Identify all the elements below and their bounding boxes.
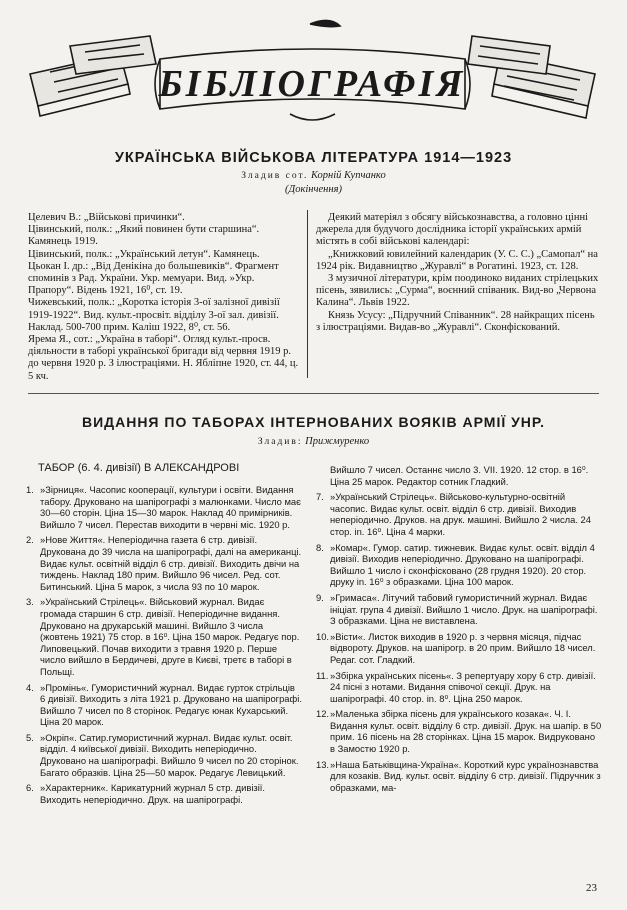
main-byline — [0, 170, 627, 181]
bib-entry: Цівинський, полк.: „Який повинен бути старшина“. Камянець 1919. — [28, 224, 260, 248]
main-title: УКРАЇНСЬКА ВІЙСЬКОВА ЛІТЕРАТУРА 1914—1923 — [114, 150, 513, 166]
item-text: »Окріп«. Сатир.гумористичний журнал. Видає культ. освіт. відділ. 4 київської дивізії. Виходить неперіодично. Друковано на шапірографі. Вийшло 9 чисел по 20 сторінок. Багато образків. Ціна 25—50 марок. Редагує Левицький. — [40, 731, 299, 778]
list-item — [26, 682, 302, 728]
item-text: »Збірка українських пісень«. З репертуару хору 6 стр. дивізії. 24 пісні з нотами. Видання співочої секції. Друк. на шапірографі. 40 стор. in. 8⁰. Ціна 250 марок. — [330, 669, 596, 704]
item-number: 6. — [26, 782, 34, 794]
list-item — [316, 708, 602, 754]
bibliography-banner — [10, 14, 615, 130]
item-text: »Нове Життя«. Неперіодична газета 6 стр. дивізії. Друкована до 39 числа на шапірографі, далі на американці. Видає культ. освітній відділ 6 стр. дивізії. Виходить двічи на тиждень. Наклад 180 прим. Вийшло 96 чисел. Ред. сот. Битинський. Ціна 5 марок, з числа 93 по 10 марок. — [40, 534, 302, 592]
lower-left-column — [26, 484, 302, 809]
camp-subheading: ТАБОР (6. 4. дивізії) В АЛЕКСАНДРОВІ — [38, 462, 240, 474]
item-text: »Характерник«. Карикатурний журнал 5 стр. дивізії. Виходить неперіодично. Друк. на шапірографі. — [40, 782, 265, 805]
paragraph: Деякий матеріял з обсягу військознавства, а головно цінні джерела для будучого дослідника історії українських армій містять в собі військові календарі: — [316, 212, 588, 248]
list-item — [316, 491, 602, 537]
item-text: »Промінь«. Гумористичний журнал. Видає гурток стрільців 6 дивізії. Виходить з літа 1921 р. Друковано на шапірографі. Вийшло 7 чисел по 8 сторінок. Редагує юнак Кухарський. Ціна 20 марок. — [40, 681, 302, 728]
section2-byline-author: Прижмуренко — [305, 436, 370, 447]
banner-illustration — [10, 14, 615, 130]
item-number: 13. — [316, 758, 330, 770]
item-text: »Український Стрілець«. Військовий журнал. Видає громада старшин 6 стр. дивізії. Неперіодичне видання. Друковано на друкарській машині. Вийшло 3 числа (жовтень 1921) 75 стор. в 16⁰. Ціна 150 марок. Редагує пор. Липовецький. Почав виходити з травня 1920 р. Перше число вийшло в Бердичеві, друге в Києві, третє в таборі в Польщі. — [40, 596, 300, 677]
upper-right-column — [316, 212, 601, 334]
bib-entry: Цівинський, полк.: „Український летун“. Камянець. — [28, 248, 260, 260]
paragraph: З музичної літератури, крім поодиноко виданих стрілецьких пісень, зявились: „Сурма“, воєнний співаник. Вид-во „Червона Калина“. Львів 1922. — [316, 273, 599, 309]
section2-title: ВИДАННЯ ПО ТАБОРАХ ІНТЕРНОВАНИХ ВОЯКІВ АРМІЇ УНР. — [81, 414, 546, 430]
list-item — [26, 782, 302, 805]
page-number: 23 — [586, 882, 597, 894]
list-item — [316, 759, 602, 794]
paragraph: „Книжковий ювилейний календарик (У. С. С.) „Самопал“ на 1924 рік. Видавництво „Журавлі“ в Рогатині. 1923, ст. 128. — [316, 248, 598, 272]
item-number: 7. — [316, 491, 324, 503]
continued-text — [316, 464, 602, 487]
list-item — [26, 732, 302, 778]
paragraph: Князь Усусу: „Підручний Співанник“. 28 найкращих пісень з ілюстраціями. Видав-во „Журавлі“. Сконфіскований. — [316, 309, 595, 333]
item-number: 2. — [26, 534, 34, 546]
item-text: »Комар«. Гумор. сатир. тижневик. Видає культ. освіт. відділ 4 дивізії. Виходив неперіодично. Друковано на шапірографі. Вийшло 1 число і сконфісковано (28 грудня 1920). 20 стор. друку in. 16⁰ з образками. Ціна 100 марок. — [330, 541, 595, 588]
bib-entry: Цьокан І. др.: „Від Денікіна до большевиків“. Фрагмент споминів з Рад. України. Укр. мемуари. Вид. »Укр. Прапору“. Відень 1921, 16⁰, ст. 19. — [28, 260, 279, 297]
item-text: Вийшло 7 чисел. Останнє число 3. VII. 1920. 12 стор. в 16⁰. Ціна 25 марок. Редактор сотник Гладкий. — [330, 464, 589, 487]
list-item — [316, 670, 602, 705]
item-number: 10. — [316, 630, 330, 642]
list-item — [26, 596, 302, 677]
lower-right-column — [316, 464, 602, 797]
item-number: 9. — [316, 591, 324, 603]
item-text: »Зірниця«. Часопис кооперації, культури і освіти. Видання табору. Друковано на шапірографі з малюнками. Число має 30—60 сторін. Ціна 15—30 марок. Наклад 40 примірників. Вийшло 7 чисел. Перестав виходити в червні міс. 1920 р. — [40, 484, 301, 530]
byline-note: (Докінчення) — [285, 184, 342, 195]
list-item — [26, 484, 302, 530]
section2-byline — [0, 436, 627, 447]
item-number: 3. — [26, 596, 34, 608]
bib-entry: Целевич В.: „Військові причинки“. — [28, 212, 185, 223]
item-number: 5. — [26, 731, 34, 743]
item-number: 4. — [26, 681, 34, 693]
list-item — [316, 542, 602, 588]
item-number: 11. — [316, 669, 329, 681]
list-item — [26, 534, 302, 592]
item-number: 8. — [316, 541, 324, 553]
list-item — [316, 592, 602, 627]
bib-entry: Чижевський, полк.: „Коротка історія 3-ої залізної дивізії 1919-1922“. Вид. культ.-просвіт. відділу 3-ої зал. дивізії. Наклад. 500-700 прим. Каліш 1922, 8⁰, ст. 56. — [28, 297, 280, 333]
column-divider — [307, 210, 308, 378]
upper-left-column — [28, 212, 300, 383]
item-text: »Вісти«. Листок виходив в 1920 р. з червня місяця, підчас відвороту. Друков. на шапірогр. в 20 прим. Вийшло 18 чисел. Редаг. сот. Гладкий. — [330, 630, 596, 665]
section2-byline-label: Зладив: — [257, 437, 303, 447]
item-number: 12. — [316, 708, 330, 720]
item-number: 1. — [26, 484, 34, 495]
item-text: »Гримаса«. Літучий табовий гумористичний журнал. Видає ініціат. група 4 дивізії. Вийшло 1 число. Друк. на шапірографі. З образками. Ціна не виставлена. — [330, 591, 598, 627]
item-text: »Маленька збірка пісень для українського козака«. Ч. І. Видання культ. освіт. відділу 6 стр. дивізії. Друк. на шапір. в 50 прим. 16 пісень на 28 сторінках. Ціна 15 марок. Видруковано в Замостю 1920 р. — [330, 708, 602, 755]
byline-author: Корній Купчанко — [310, 170, 386, 181]
banner-title: БІБЛІОГРАФІЯ — [158, 63, 466, 105]
bib-entry: Ярема Я., сот.: „Україна в таборі“. Огляд культ.-просв. діяльности в таборі української бригади від червня 1919 р. до червня 1920 р. З ілюстраціями. Н. Ябліпне 1920, ст. 44, ц. 5 кч. — [28, 334, 299, 382]
list-item — [316, 631, 602, 666]
byline-label: Зладив сот. — [241, 171, 309, 181]
item-text: »Наша Батьківщина-Україна«. Короткий курс українознавства для козаків. Вид. культ. освіт. відділу 6 стр. дивізії. Підручник з образками, ма- — [330, 758, 601, 793]
section-divider — [28, 393, 599, 394]
item-text: »Український Стрілець«. Військово-культурно-освітній часопис. Видає культ. освіт. відділ 6 стр. дивізії. Виходив неперіодично. Друков. на друк. машині. Вийшло 2 числа. 24 стор. in. 16⁰. Ціна 4 марки. — [330, 491, 591, 537]
